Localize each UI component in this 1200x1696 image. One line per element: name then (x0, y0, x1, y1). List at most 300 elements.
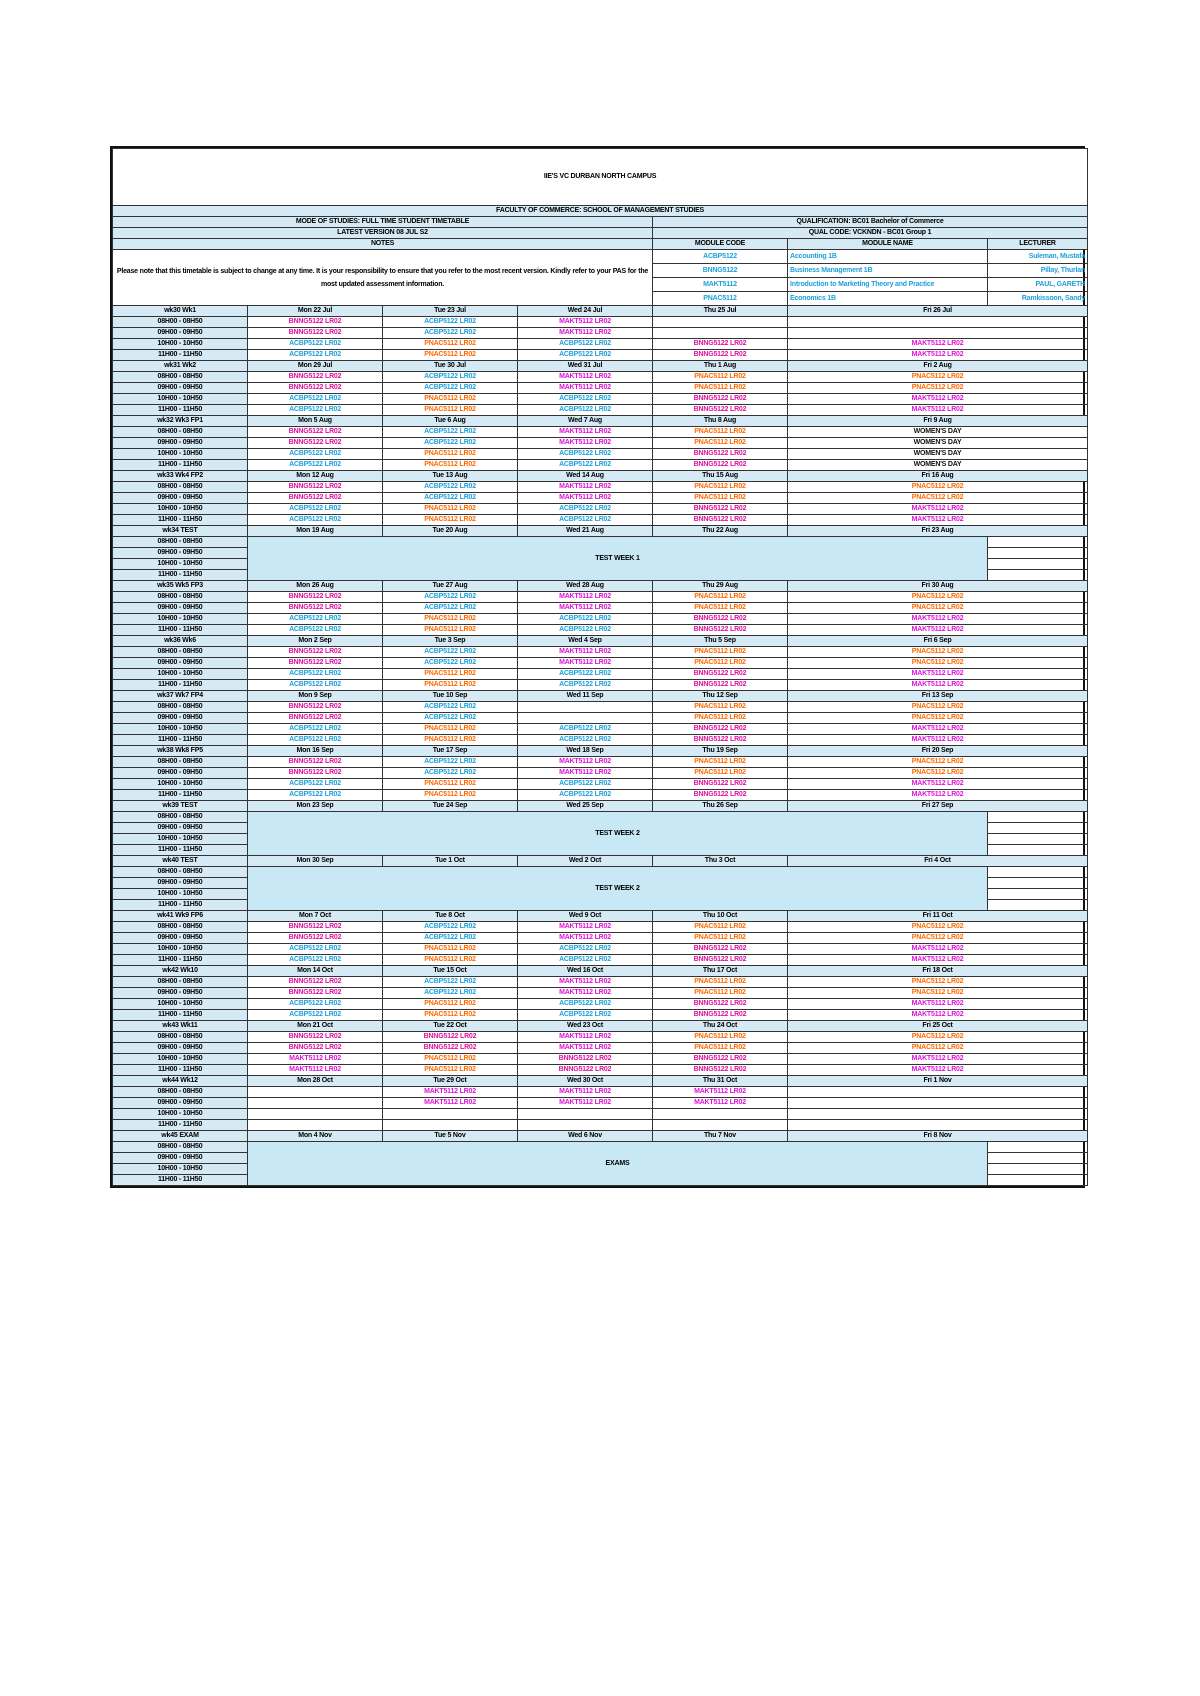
class-cell: BNNG5122 LR02 (248, 702, 383, 713)
class-cell: PNAC5112 LR02 (383, 955, 518, 966)
time-slot-label: 08H00 - 08H50 (113, 592, 248, 603)
class-cell: PNAC5112 LR02 (653, 713, 788, 724)
timetable (112, 148, 1088, 1186)
time-slot-label: 09H00 - 09H50 (113, 548, 248, 559)
time-slot-row (113, 482, 1088, 493)
time-slot-row (113, 405, 1088, 416)
class-cell: BNNG5122 LR02 (248, 757, 383, 768)
class-cell: BNNG5122 LR02 (248, 493, 383, 504)
class-cell (248, 1109, 383, 1120)
module-code: BNNG5122 (653, 264, 788, 278)
week-header-row (113, 801, 1088, 812)
class-cell: BNNG5122 LR02 (248, 922, 383, 933)
saturday-cell (988, 1142, 1088, 1153)
class-cell: MAKT5112 LR02 (788, 625, 1088, 636)
time-slot-row (113, 779, 1088, 790)
class-cell: MAKT5112 LR02 (518, 1043, 653, 1054)
module-name: Introduction to Marketing Theory and Practice (788, 278, 988, 292)
class-cell: ACBP5122 LR02 (383, 933, 518, 944)
time-slot-label: 08H00 - 08H50 (113, 1087, 248, 1098)
class-cell: BNNG5122 LR02 (653, 790, 788, 801)
class-cell: PNAC5112 LR02 (383, 350, 518, 361)
class-cell: PNAC5112 LR02 (788, 768, 1088, 779)
week-label: wk37 Wk7 FP4 (113, 691, 248, 702)
time-slot-row (113, 427, 1088, 438)
time-slot-row (113, 1120, 1088, 1131)
day-header: Fri 6 Sep (788, 636, 1088, 647)
class-cell: PNAC5112 LR02 (653, 603, 788, 614)
time-slot-row (113, 999, 1088, 1010)
class-cell: ACBP5122 LR02 (383, 922, 518, 933)
class-cell: PNAC5112 LR02 (788, 977, 1088, 988)
week-label: wk43 Wk11 (113, 1021, 248, 1032)
class-cell: ACBP5122 LR02 (383, 592, 518, 603)
class-cell: MAKT5112 LR02 (788, 680, 1088, 691)
module-code-label: MODULE CODE (653, 239, 788, 250)
day-header: Thu 24 Oct (653, 1021, 788, 1032)
latest-version: LATEST VERSION 08 JUL S2 (113, 228, 653, 239)
day-header: Fri 23 Aug (788, 526, 1088, 537)
class-cell: ACBP5122 LR02 (248, 460, 383, 471)
saturday-cell (988, 878, 1088, 889)
time-slot-label: 10H00 - 10H50 (113, 1109, 248, 1120)
time-slot-row (113, 449, 1088, 460)
class-cell: ACBP5122 LR02 (248, 394, 383, 405)
day-header: Tue 8 Oct (383, 911, 518, 922)
class-cell: PNAC5112 LR02 (788, 1032, 1088, 1043)
class-cell: ACBP5122 LR02 (383, 768, 518, 779)
week-label: wk36 Wk6 (113, 636, 248, 647)
day-header: Mon 12 Aug (248, 471, 383, 482)
day-header: Wed 30 Oct (518, 1076, 653, 1087)
day-header: Wed 2 Oct (518, 856, 653, 867)
class-cell (518, 713, 653, 724)
day-header: Fri 26 Jul (788, 306, 1088, 317)
class-cell (788, 1098, 1088, 1109)
class-cell: PNAC5112 LR02 (383, 504, 518, 515)
class-cell (788, 1120, 1088, 1131)
saturday-cell (988, 559, 1088, 570)
class-cell: PNAC5112 LR02 (383, 735, 518, 746)
time-slot-row (113, 328, 1088, 339)
day-header: Tue 13 Aug (383, 471, 518, 482)
class-cell: MAKT5112 LR02 (518, 603, 653, 614)
class-cell: PNAC5112 LR02 (383, 515, 518, 526)
time-slot-row (113, 383, 1088, 394)
class-cell: PNAC5112 LR02 (383, 1054, 518, 1065)
class-cell: PNAC5112 LR02 (653, 592, 788, 603)
class-cell: PNAC5112 LR02 (383, 405, 518, 416)
time-slot-label: 08H00 - 08H50 (113, 482, 248, 493)
class-cell: ACBP5122 LR02 (518, 614, 653, 625)
time-slot-row (113, 757, 1088, 768)
time-slot-label: 11H00 - 11H50 (113, 1010, 248, 1021)
time-slot-row (113, 1065, 1088, 1076)
class-cell: ACBP5122 LR02 (518, 625, 653, 636)
time-slot-label: 08H00 - 08H50 (113, 372, 248, 383)
class-cell (248, 1120, 383, 1131)
class-cell: PNAC5112 LR02 (653, 988, 788, 999)
class-cell: BNNG5122 LR02 (518, 1065, 653, 1076)
class-cell: MAKT5112 LR02 (518, 1032, 653, 1043)
module-name: Accounting 1B (788, 250, 988, 264)
time-slot-label: 10H00 - 10H50 (113, 724, 248, 735)
class-cell: BNNG5122 LR02 (653, 1054, 788, 1065)
class-cell: ACBP5122 LR02 (383, 977, 518, 988)
class-cell: MAKT5112 LR02 (788, 1065, 1088, 1076)
time-slot-label: 11H00 - 11H50 (113, 680, 248, 691)
class-cell: MAKT5112 LR02 (248, 1054, 383, 1065)
day-header: Tue 29 Oct (383, 1076, 518, 1087)
class-cell: MAKT5112 LR02 (518, 482, 653, 493)
week-header-row (113, 856, 1088, 867)
class-cell: PNAC5112 LR02 (653, 977, 788, 988)
module-lecturer: Ramkissoon, Sandy (988, 292, 1088, 306)
class-cell: PNAC5112 LR02 (788, 702, 1088, 713)
time-slot-label: 10H00 - 10H50 (113, 999, 248, 1010)
day-header: Mon 28 Oct (248, 1076, 383, 1087)
class-cell: ACBP5122 LR02 (383, 757, 518, 768)
saturday-cell (988, 570, 1088, 581)
class-cell: PNAC5112 LR02 (653, 493, 788, 504)
qual-code: QUAL CODE: VCKNDN - BC01 Group 1 (653, 228, 1088, 239)
class-cell: ACBP5122 LR02 (518, 504, 653, 515)
time-slot-label: 10H00 - 10H50 (113, 1054, 248, 1065)
time-slot-label: 11H00 - 11H50 (113, 515, 248, 526)
class-cell: PNAC5112 LR02 (383, 339, 518, 350)
day-header: Tue 23 Jul (383, 306, 518, 317)
module-lecturer: PAUL, GARETH (988, 278, 1088, 292)
class-cell: PNAC5112 LR02 (653, 933, 788, 944)
class-cell (518, 702, 653, 713)
class-cell: ACBP5122 LR02 (383, 328, 518, 339)
class-cell: ACBP5122 LR02 (518, 779, 653, 790)
day-header: Tue 22 Oct (383, 1021, 518, 1032)
module-code: PNAC5112 (653, 292, 788, 306)
class-cell: PNAC5112 LR02 (653, 922, 788, 933)
day-header: Thu 1 Aug (653, 361, 788, 372)
class-cell: BNNG5122 LR02 (653, 680, 788, 691)
time-slot-label: 08H00 - 08H50 (113, 1142, 248, 1153)
class-cell: BNNG5122 LR02 (248, 317, 383, 328)
class-cell: PNAC5112 LR02 (788, 482, 1088, 493)
module-name: Business Management 1B (788, 264, 988, 278)
day-header: Tue 10 Sep (383, 691, 518, 702)
day-header: Mon 2 Sep (248, 636, 383, 647)
time-slot-row (113, 977, 1088, 988)
class-cell: MAKT5112 LR02 (788, 515, 1088, 526)
time-slot-label: 11H00 - 11H50 (113, 570, 248, 581)
day-header: Mon 29 Jul (248, 361, 383, 372)
day-header: Thu 29 Aug (653, 581, 788, 592)
day-header: Fri 8 Nov (788, 1131, 1088, 1142)
class-cell: BNNG5122 LR02 (653, 460, 788, 471)
class-cell: MAKT5112 LR02 (518, 383, 653, 394)
class-cell: BNNG5122 LR02 (653, 999, 788, 1010)
time-slot-label: 10H00 - 10H50 (113, 614, 248, 625)
class-cell (653, 328, 788, 339)
class-cell: MAKT5112 LR02 (518, 1098, 653, 1109)
class-cell: MAKT5112 LR02 (788, 955, 1088, 966)
day-header: Thu 15 Aug (653, 471, 788, 482)
day-header: Fri 2 Aug (788, 361, 1088, 372)
class-cell: BNNG5122 LR02 (653, 350, 788, 361)
notes-label: NOTES (113, 239, 653, 250)
time-slot-label: 09H00 - 09H50 (113, 768, 248, 779)
class-cell: ACBP5122 LR02 (248, 1010, 383, 1021)
day-header: Mon 23 Sep (248, 801, 383, 812)
time-slot-row (113, 1010, 1088, 1021)
time-slot-row (113, 988, 1088, 999)
class-cell: PNAC5112 LR02 (788, 713, 1088, 724)
day-header: Thu 7 Nov (653, 1131, 788, 1142)
class-cell: PNAC5112 LR02 (383, 449, 518, 460)
week-label: wk33 Wk4 FP2 (113, 471, 248, 482)
time-slot-row (113, 614, 1088, 625)
class-cell: BNNG5122 LR02 (653, 724, 788, 735)
merged-week-banner: TEST WEEK 2 (248, 867, 988, 911)
day-header: Wed 4 Sep (518, 636, 653, 647)
class-cell (248, 1087, 383, 1098)
class-cell: MAKT5112 LR02 (518, 922, 653, 933)
class-cell: PNAC5112 LR02 (383, 625, 518, 636)
time-slot-row (113, 372, 1088, 383)
time-slot-label: 08H00 - 08H50 (113, 317, 248, 328)
class-cell: ACBP5122 LR02 (383, 438, 518, 449)
campus-title: IIE'S VC DURBAN NORTH CAMPUS (113, 149, 1088, 206)
class-cell: BNNG5122 LR02 (653, 405, 788, 416)
class-cell: ACBP5122 LR02 (518, 999, 653, 1010)
class-cell: ACBP5122 LR02 (518, 350, 653, 361)
saturday-cell (988, 537, 1088, 548)
class-cell: BNNG5122 LR02 (248, 713, 383, 724)
time-slot-label: 09H00 - 09H50 (113, 713, 248, 724)
class-cell: BNNG5122 LR02 (653, 339, 788, 350)
week-label: wk42 Wk10 (113, 966, 248, 977)
time-slot-label: 08H00 - 08H50 (113, 1032, 248, 1043)
week-header-row (113, 911, 1088, 922)
class-cell (518, 1109, 653, 1120)
time-slot-row (113, 1098, 1088, 1109)
class-cell: ACBP5122 LR02 (248, 515, 383, 526)
day-header: Wed 11 Sep (518, 691, 653, 702)
class-cell (383, 1109, 518, 1120)
class-cell: PNAC5112 LR02 (383, 680, 518, 691)
time-slot-row (113, 1032, 1088, 1043)
class-cell: MAKT5112 LR02 (518, 1087, 653, 1098)
saturday-cell (988, 1153, 1088, 1164)
class-cell: PNAC5112 LR02 (383, 999, 518, 1010)
class-cell: BNNG5122 LR02 (248, 482, 383, 493)
time-slot-row (113, 790, 1088, 801)
day-header: Wed 31 Jul (518, 361, 653, 372)
class-cell: ACBP5122 LR02 (248, 680, 383, 691)
mode-of-study: MODE OF STUDIES: FULL TIME STUDENT TIMETABLE (113, 217, 653, 228)
class-cell: PNAC5112 LR02 (653, 482, 788, 493)
class-cell: MAKT5112 LR02 (518, 768, 653, 779)
class-cell: PNAC5112 LR02 (383, 1065, 518, 1076)
week-label: wk45 EXAM (113, 1131, 248, 1142)
day-header: Tue 24 Sep (383, 801, 518, 812)
class-cell: MAKT5112 LR02 (518, 438, 653, 449)
class-cell: BNNG5122 LR02 (248, 1043, 383, 1054)
class-cell (653, 1109, 788, 1120)
class-cell (248, 1098, 383, 1109)
class-cell (788, 328, 1088, 339)
class-cell: BNNG5122 LR02 (248, 933, 383, 944)
class-cell: ACBP5122 LR02 (383, 988, 518, 999)
class-cell (383, 1120, 518, 1131)
saturday-cell (988, 548, 1088, 559)
week-label: wk30 Wk1 (113, 306, 248, 317)
time-slot-label: 08H00 - 08H50 (113, 812, 248, 823)
time-slot-label: 11H00 - 11H50 (113, 1175, 248, 1186)
time-slot-row (113, 394, 1088, 405)
class-cell: BNNG5122 LR02 (653, 1010, 788, 1021)
class-cell: BNNG5122 LR02 (248, 647, 383, 658)
week-header-row (113, 636, 1088, 647)
time-slot-row (113, 702, 1088, 713)
qualification: QUALIFICATION: BC01 Bachelor of Commerce (653, 217, 1088, 228)
time-slot-label: 08H00 - 08H50 (113, 702, 248, 713)
class-cell: ACBP5122 LR02 (248, 735, 383, 746)
class-cell: MAKT5112 LR02 (518, 328, 653, 339)
day-header: Mon 26 Aug (248, 581, 383, 592)
class-cell: PNAC5112 LR02 (653, 647, 788, 658)
class-cell: MAKT5112 LR02 (788, 944, 1088, 955)
day-header: Tue 5 Nov (383, 1131, 518, 1142)
class-cell: PNAC5112 LR02 (653, 702, 788, 713)
day-header: Wed 14 Aug (518, 471, 653, 482)
class-cell: ACBP5122 LR02 (248, 449, 383, 460)
time-slot-row (113, 922, 1088, 933)
time-slot-label: 10H00 - 10H50 (113, 889, 248, 900)
class-cell: PNAC5112 LR02 (653, 427, 788, 438)
day-header: Fri 13 Sep (788, 691, 1088, 702)
class-cell: ACBP5122 LR02 (248, 790, 383, 801)
class-cell: BNNG5122 LR02 (248, 372, 383, 383)
class-cell: ACBP5122 LR02 (248, 625, 383, 636)
day-header: Mon 22 Jul (248, 306, 383, 317)
class-cell: ACBP5122 LR02 (518, 394, 653, 405)
day-header: Thu 17 Oct (653, 966, 788, 977)
time-slot-row (113, 603, 1088, 614)
week-label: wk35 Wk5 FP3 (113, 581, 248, 592)
class-cell (653, 317, 788, 328)
module-row (113, 250, 1088, 264)
time-slot-row (113, 933, 1088, 944)
class-cell: PNAC5112 LR02 (653, 658, 788, 669)
class-cell: MAKT5112 LR02 (653, 1098, 788, 1109)
time-slot-label: 10H00 - 10H50 (113, 779, 248, 790)
class-cell: MAKT5112 LR02 (248, 1065, 383, 1076)
time-slot-row (113, 735, 1088, 746)
lecturer-label: LECTURER (988, 239, 1088, 250)
class-cell: ACBP5122 LR02 (518, 1010, 653, 1021)
class-cell: MAKT5112 LR02 (518, 977, 653, 988)
time-slot-label: 08H00 - 08H50 (113, 537, 248, 548)
class-cell: PNAC5112 LR02 (383, 790, 518, 801)
time-slot-row (113, 515, 1088, 526)
class-cell: ACBP5122 LR02 (248, 504, 383, 515)
class-cell: BNNG5122 LR02 (653, 515, 788, 526)
class-cell: ACBP5122 LR02 (383, 493, 518, 504)
class-cell: ACBP5122 LR02 (248, 339, 383, 350)
class-cell: PNAC5112 LR02 (383, 944, 518, 955)
merged-week-banner: EXAMS (248, 1142, 988, 1186)
day-header: Wed 18 Sep (518, 746, 653, 757)
time-slot-row (113, 493, 1088, 504)
time-slot-label: 09H00 - 09H50 (113, 933, 248, 944)
saturday-cell (988, 889, 1088, 900)
time-slot-label: 09H00 - 09H50 (113, 603, 248, 614)
class-cell: WOMEN'S DAY (788, 438, 1088, 449)
class-cell: PNAC5112 LR02 (653, 768, 788, 779)
day-header: Fri 16 Aug (788, 471, 1088, 482)
week-label: wk34 TEST (113, 526, 248, 537)
time-slot-row (113, 867, 1088, 878)
time-slot-label: 09H00 - 09H50 (113, 1043, 248, 1054)
day-header: Tue 6 Aug (383, 416, 518, 427)
class-cell: PNAC5112 LR02 (788, 493, 1088, 504)
time-slot-label: 08H00 - 08H50 (113, 647, 248, 658)
class-cell: BNNG5122 LR02 (248, 328, 383, 339)
notes-text: Please note that this timetable is subject to change at any time. It is your responsibility to ensure that you refer to the most recent version. Kindly refer to your PAS for the most updated assessment information. (113, 250, 653, 306)
day-header: Mon 16 Sep (248, 746, 383, 757)
class-cell: MAKT5112 LR02 (518, 988, 653, 999)
week-header-row (113, 416, 1088, 427)
class-cell: PNAC5112 LR02 (653, 372, 788, 383)
class-cell: ACBP5122 LR02 (248, 999, 383, 1010)
saturday-cell (988, 823, 1088, 834)
time-slot-label: 11H00 - 11H50 (113, 1065, 248, 1076)
class-cell: BNNG5122 LR02 (653, 1065, 788, 1076)
day-header: Thu 19 Sep (653, 746, 788, 757)
class-cell: PNAC5112 LR02 (788, 922, 1088, 933)
class-cell: ACBP5122 LR02 (383, 482, 518, 493)
day-header: Mon 7 Oct (248, 911, 383, 922)
time-slot-row (113, 1043, 1088, 1054)
class-cell: MAKT5112 LR02 (653, 1087, 788, 1098)
class-cell (788, 1087, 1088, 1098)
class-cell: BNNG5122 LR02 (653, 944, 788, 955)
week-header-row (113, 966, 1088, 977)
time-slot-label: 09H00 - 09H50 (113, 878, 248, 889)
day-header: Thu 3 Oct (653, 856, 788, 867)
time-slot-row (113, 680, 1088, 691)
time-slot-row (113, 339, 1088, 350)
time-slot-label: 11H00 - 11H50 (113, 460, 248, 471)
day-header: Mon 4 Nov (248, 1131, 383, 1142)
day-header: Mon 19 Aug (248, 526, 383, 537)
class-cell: ACBP5122 LR02 (383, 702, 518, 713)
day-header: Wed 21 Aug (518, 526, 653, 537)
day-header: Tue 30 Jul (383, 361, 518, 372)
merged-week-banner: TEST WEEK 2 (248, 812, 988, 856)
class-cell: BNNG5122 LR02 (248, 383, 383, 394)
class-cell: ACBP5122 LR02 (383, 713, 518, 724)
class-cell: BNNG5122 LR02 (248, 438, 383, 449)
time-slot-row (113, 713, 1088, 724)
day-header: Fri 20 Sep (788, 746, 1088, 757)
class-cell: ACBP5122 LR02 (383, 317, 518, 328)
class-cell: BNNG5122 LR02 (518, 1054, 653, 1065)
class-cell: BNNG5122 LR02 (653, 955, 788, 966)
class-cell: WOMEN'S DAY (788, 460, 1088, 471)
class-cell: ACBP5122 LR02 (248, 614, 383, 625)
class-cell: BNNG5122 LR02 (383, 1043, 518, 1054)
class-cell: BNNG5122 LR02 (653, 669, 788, 680)
